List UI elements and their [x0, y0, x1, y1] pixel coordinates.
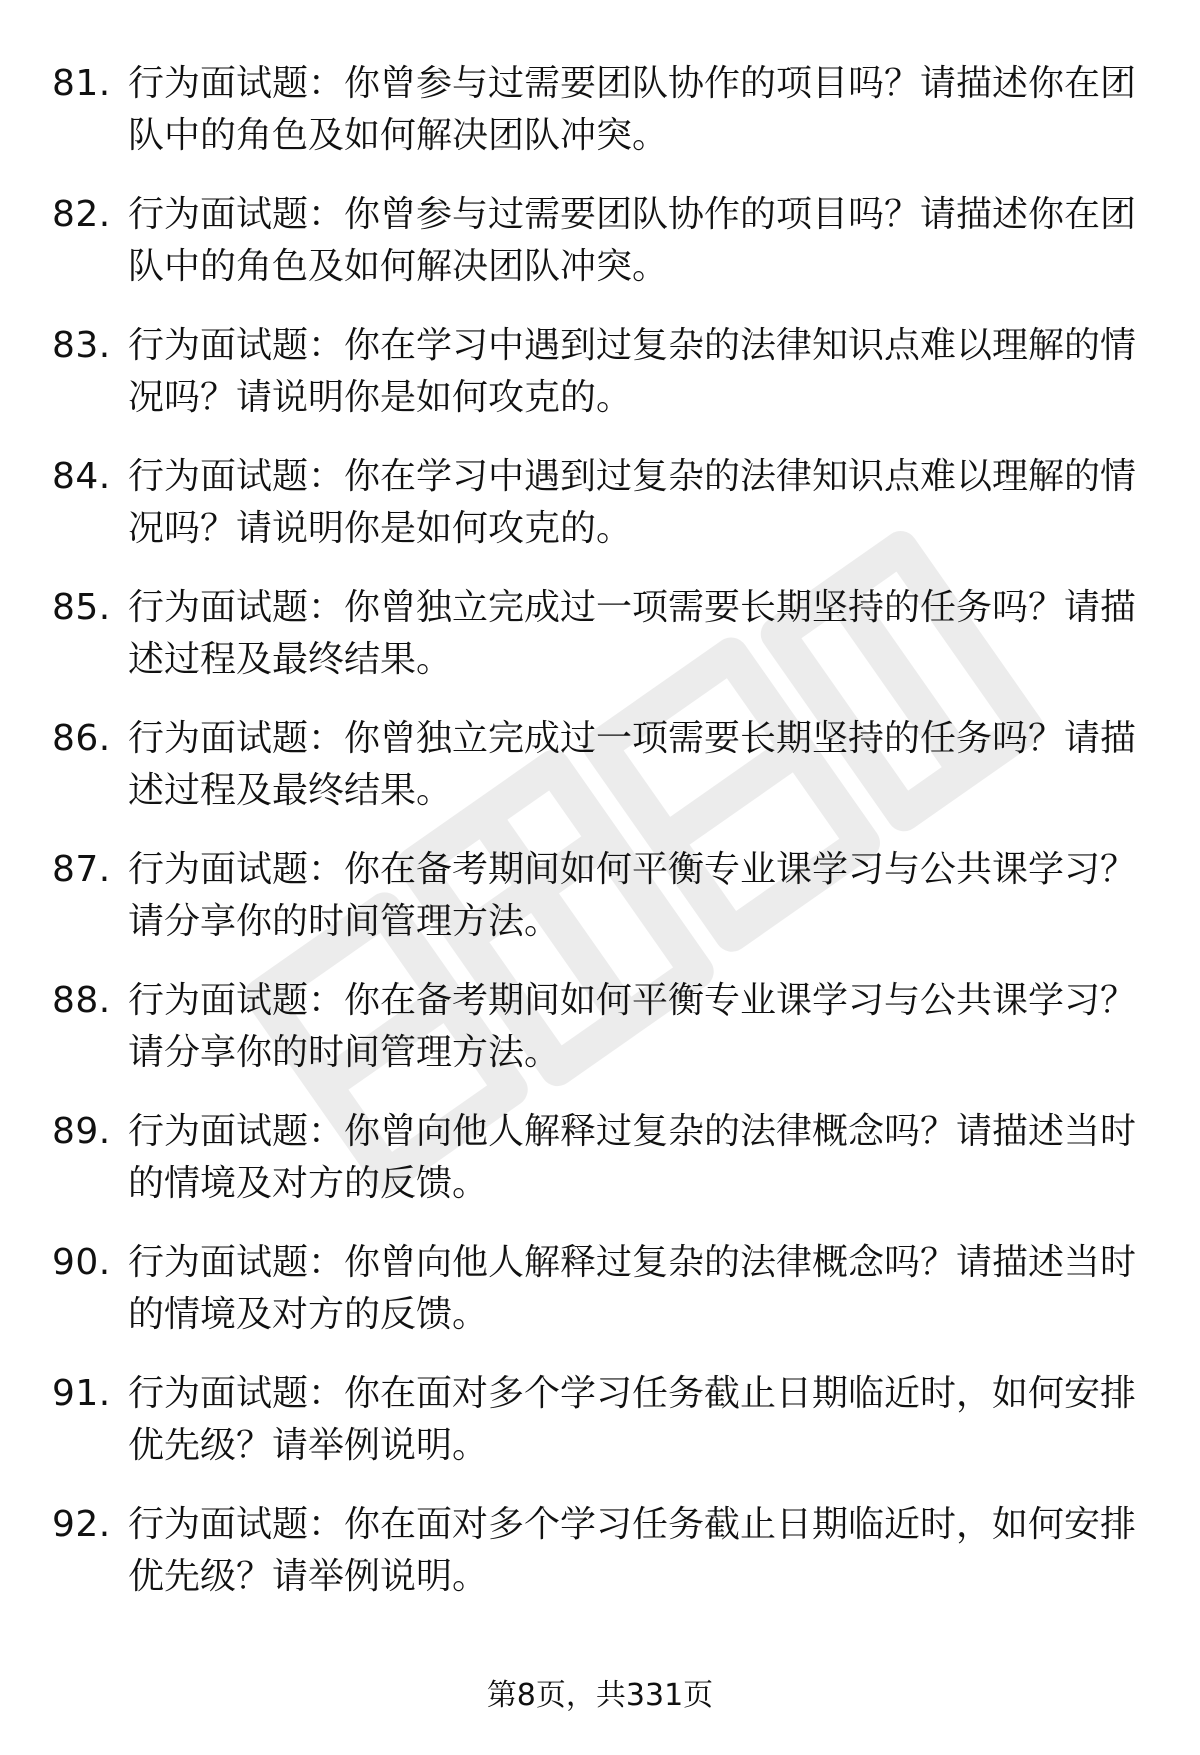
question-item: [0, 1368, 1200, 1499]
question-text: 行为面试题：你曾向他人解释过复杂的法律概念吗？请描述当时的情境及对方的反馈。: [128, 1111, 1137, 1204]
question-text: 行为面试题：你曾独立完成过一项需要长期坚持的任务吗？请描述过程及最终结果。: [128, 718, 1137, 811]
question-item: [0, 1106, 1200, 1237]
question-item: [0, 713, 1200, 844]
question-number: 84.: [52, 456, 111, 497]
question-number: 89.: [52, 1111, 111, 1152]
question-number: 91.: [52, 1373, 111, 1414]
question-number: 82.: [52, 194, 111, 235]
question-item: [0, 189, 1200, 320]
question-text: 行为面试题：你在面对多个学习任务截止日期临近时，如何安排优先级？请举例说明。: [128, 1504, 1137, 1597]
question-text: 行为面试题：你在备考期间如何平衡专业课学习与公共课学习？请分享你的时间管理方法。: [128, 849, 1137, 942]
question-text: 行为面试题：你在面对多个学习任务截止日期临近时，如何安排优先级？请举例说明。: [128, 1373, 1137, 1466]
question-number: 88.: [52, 980, 111, 1021]
question-number: 92.: [52, 1504, 111, 1545]
question-item: [0, 844, 1200, 975]
question-number: 85.: [52, 587, 111, 628]
page-footer: 第8页，共331页: [486, 1678, 714, 1713]
question-number: 81.: [52, 63, 111, 104]
question-number: 83.: [52, 325, 111, 366]
question-text: 行为面试题：你在学习中遇到过复杂的法律知识点难以理解的情况吗？请说明你是如何攻克的。: [128, 456, 1137, 549]
question-item: [0, 451, 1200, 582]
question-item: [0, 58, 1200, 189]
question-text: 行为面试题：你曾参与过需要团队协作的项目吗？请描述你在团队中的角色及如何解决团队冲突。: [128, 63, 1137, 156]
question-item: [0, 320, 1200, 451]
question-text: 行为面试题：你曾独立完成过一项需要长期坚持的任务吗？请描述过程及最终结果。: [128, 587, 1137, 680]
question-number: 86.: [52, 718, 111, 759]
question-number: 87.: [52, 849, 111, 890]
question-text: 行为面试题：你在学习中遇到过复杂的法律知识点难以理解的情况吗？请说明你是如何攻克的。: [128, 325, 1137, 418]
question-item: [0, 975, 1200, 1106]
question-number: 90.: [52, 1242, 111, 1283]
question-item: [0, 1499, 1200, 1630]
question-item: [0, 1237, 1200, 1368]
question-list: [0, 58, 1200, 1630]
question-item: [0, 582, 1200, 713]
question-text: 行为面试题：你曾向他人解释过复杂的法律概念吗？请描述当时的情境及对方的反馈。: [128, 1242, 1137, 1335]
question-text: 行为面试题：你曾参与过需要团队协作的项目吗？请描述你在团队中的角色及如何解决团队冲突。: [128, 194, 1137, 287]
question-text: 行为面试题：你在备考期间如何平衡专业课学习与公共课学习？请分享你的时间管理方法。: [128, 980, 1137, 1073]
